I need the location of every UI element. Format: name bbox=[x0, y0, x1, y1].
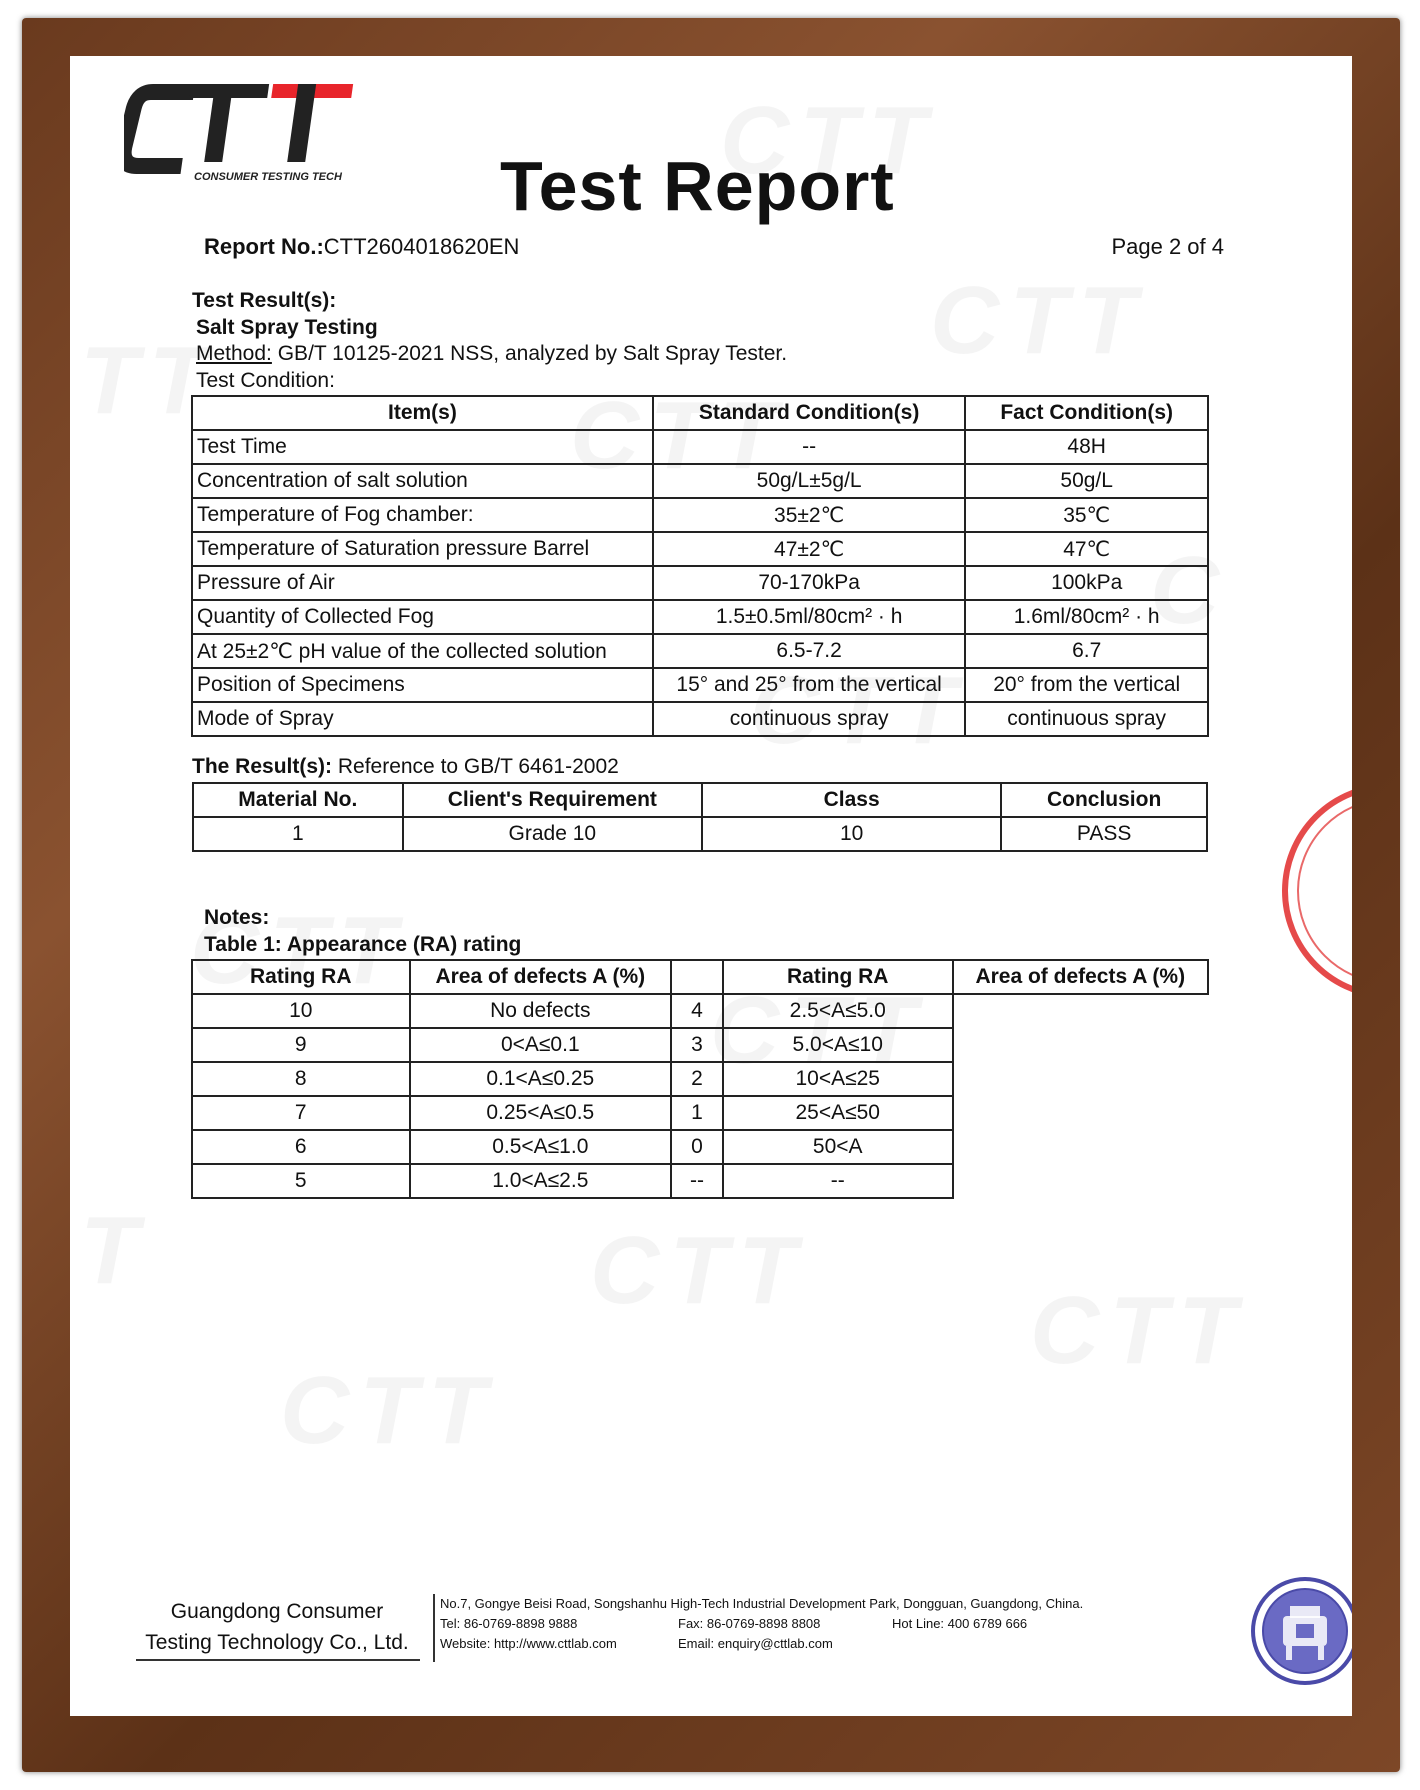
table-cell: 70-170kPa bbox=[653, 566, 965, 600]
table-cell: 3 bbox=[671, 1028, 723, 1062]
table-header: Area of defects A (%) bbox=[953, 960, 1208, 994]
table-cell: 6 bbox=[192, 1130, 410, 1164]
table-cell: Test Time bbox=[192, 430, 653, 464]
table-cell: 1.5±0.5ml/80cm² · h bbox=[653, 600, 965, 634]
table-cell: Temperature of Saturation pressure Barrel bbox=[192, 532, 653, 566]
table-row bbox=[192, 634, 1208, 668]
table-cell: Position of Specimens bbox=[192, 668, 653, 702]
table-cell: 0<A≤0.1 bbox=[410, 1028, 672, 1062]
table-cell: 20° from the vertical bbox=[965, 668, 1208, 702]
watermark bbox=[280, 1356, 497, 1466]
table-cell: 2.5<A≤5.0 bbox=[723, 994, 953, 1028]
watermark bbox=[590, 1216, 807, 1326]
table-cell: 4 bbox=[671, 994, 723, 1028]
footer-divider bbox=[136, 1659, 420, 1661]
table-cell: PASS bbox=[1001, 817, 1207, 851]
table-cell: 6.7 bbox=[965, 634, 1208, 668]
table-cell: 5 bbox=[192, 1164, 410, 1198]
company-tel: Tel: 86-0769-8898 9888 bbox=[440, 1616, 578, 1631]
table-cell: 10 bbox=[702, 817, 1001, 851]
table-cell: -- bbox=[653, 430, 965, 464]
test-condition-label: Test Condition: bbox=[196, 369, 335, 392]
table-cell: 8 bbox=[192, 1062, 410, 1096]
table-cell: At 25±2℃ pH value of the collected solution bbox=[192, 634, 653, 668]
table-cell: 35±2℃ bbox=[653, 498, 965, 532]
company-name-line2: Testing Technology Co., Ltd. bbox=[145, 1631, 409, 1654]
report-page bbox=[70, 56, 1352, 1716]
table-cell: 9 bbox=[192, 1028, 410, 1062]
table-row bbox=[192, 668, 1208, 702]
table-cell: 50g/L bbox=[965, 464, 1208, 498]
appearance-rating-table bbox=[191, 959, 1209, 1199]
report-number-label: Report No.: bbox=[204, 234, 324, 259]
table-cell: 48H bbox=[965, 430, 1208, 464]
watermark bbox=[1030, 1276, 1247, 1386]
method-line bbox=[196, 342, 787, 366]
page-indicator: Page 2 of 4 bbox=[1111, 234, 1224, 259]
table-cell: 1.0<A≤2.5 bbox=[410, 1164, 672, 1198]
table-cell: Grade 10 bbox=[403, 817, 702, 851]
table-cell: 1.6ml/80cm² · h bbox=[965, 600, 1208, 634]
table-row bbox=[192, 464, 1208, 498]
table-cell: 35℃ bbox=[965, 498, 1208, 532]
table-header: Standard Condition(s) bbox=[653, 396, 965, 430]
result-line bbox=[192, 755, 619, 779]
table-cell: 0.1<A≤0.25 bbox=[410, 1062, 672, 1096]
table-header: Conclusion bbox=[1001, 783, 1207, 817]
company-name bbox=[136, 1596, 418, 1658]
table-cell: 0 bbox=[671, 1130, 723, 1164]
table-cell: -- bbox=[671, 1164, 723, 1198]
table-cell: No defects bbox=[410, 994, 672, 1028]
test-condition-table bbox=[191, 395, 1209, 737]
table-cell: Temperature of Fog chamber: bbox=[192, 498, 653, 532]
company-hotline: Hot Line: 400 6789 666 bbox=[892, 1616, 1028, 1631]
table-row bbox=[192, 566, 1208, 600]
method-label: Method: bbox=[196, 342, 272, 365]
company-seal-icon bbox=[1250, 1576, 1352, 1686]
table-row bbox=[192, 430, 1208, 464]
table-row bbox=[192, 702, 1208, 736]
table-row bbox=[192, 1096, 1208, 1130]
table-cell: 0.25<A≤0.5 bbox=[410, 1096, 672, 1130]
table-cell: 10 bbox=[192, 994, 410, 1028]
report-number-value: CTT2604018620EN bbox=[323, 234, 520, 259]
table-header: Material No. bbox=[193, 783, 403, 817]
company-website[interactable]: Website: http://www.cttlab.com bbox=[440, 1636, 617, 1651]
inspection-stamp bbox=[1280, 776, 1352, 1006]
company-address: No.7, Gongye Beisi Road, Songshanhu High-Tech Industrial Development Park, Dongguan, Guangdong, China. bbox=[440, 1596, 1084, 1611]
table-row bbox=[193, 817, 1207, 851]
table-cell: Quantity of Collected Fog bbox=[192, 600, 653, 634]
table-cell: continuous spray bbox=[965, 702, 1208, 736]
table-header: Class bbox=[702, 783, 1001, 817]
table-header: Client's Requirement bbox=[403, 783, 702, 817]
table-cell: 2 bbox=[671, 1062, 723, 1096]
table-row bbox=[192, 600, 1208, 634]
company-contact bbox=[440, 1594, 1090, 1654]
table-cell: 1 bbox=[193, 817, 403, 851]
table-cell: 50<A bbox=[723, 1130, 953, 1164]
table-row bbox=[192, 532, 1208, 566]
appearance-table-title: Table 1: Appearance (RA) rating bbox=[204, 933, 522, 956]
method-text: GB/T 10125-2021 NSS, analyzed by Salt Spray Tester. bbox=[271, 342, 788, 365]
table-row bbox=[192, 1130, 1208, 1164]
table-cell: 5.0<A≤10 bbox=[723, 1028, 953, 1062]
table-cell: -- bbox=[723, 1164, 953, 1198]
company-email[interactable]: Email: enquiry@cttlab.com bbox=[678, 1636, 833, 1651]
logo-tagline: CONSUMER TESTING TECH bbox=[194, 171, 342, 183]
result-table bbox=[192, 782, 1208, 852]
notes-label: Notes: bbox=[204, 906, 270, 929]
test-name: Salt Spray Testing bbox=[196, 316, 378, 339]
watermark bbox=[930, 266, 1147, 376]
table-header: Item(s) bbox=[192, 396, 653, 430]
table-cell: Concentration of salt solution bbox=[192, 464, 653, 498]
table-cell: 0.5<A≤1.0 bbox=[410, 1130, 672, 1164]
table-cell: 47℃ bbox=[965, 532, 1208, 566]
footer-separator bbox=[433, 1594, 435, 1662]
table-row bbox=[192, 1062, 1208, 1096]
table-header: Fact Condition(s) bbox=[965, 396, 1208, 430]
table-cell: 10<A≤25 bbox=[723, 1062, 953, 1096]
company-fax: Fax: 86-0769-8898 8808 bbox=[678, 1616, 821, 1631]
report-number bbox=[204, 234, 519, 260]
table-cell: 25<A≤50 bbox=[723, 1096, 953, 1130]
table-header: Rating RA bbox=[192, 960, 410, 994]
table-cell: 15° and 25° from the vertical bbox=[653, 668, 965, 702]
table-cell: 100kPa bbox=[965, 566, 1208, 600]
table-header: Rating RA bbox=[723, 960, 953, 994]
table-gap bbox=[671, 960, 723, 994]
table-cell: 47±2℃ bbox=[653, 532, 965, 566]
table-cell: 6.5-7.2 bbox=[653, 634, 965, 668]
table-cell: continuous spray bbox=[653, 702, 965, 736]
company-name-line1: Guangdong Consumer bbox=[170, 1600, 384, 1623]
table-row bbox=[192, 498, 1208, 532]
table-row bbox=[192, 1028, 1208, 1062]
report-title: Test Report bbox=[500, 147, 895, 225]
table-row bbox=[192, 994, 1208, 1028]
table-cell: 1 bbox=[671, 1096, 723, 1130]
table-header: Area of defects A (%) bbox=[410, 960, 672, 994]
ctt-logo bbox=[124, 78, 354, 188]
result-reference: Reference to GB/T 6461-2002 bbox=[332, 755, 619, 778]
table-row bbox=[192, 1164, 1208, 1198]
table-cell: Pressure of Air bbox=[192, 566, 653, 600]
table-cell: 50g/L±5g/L bbox=[653, 464, 965, 498]
table-cell: Mode of Spray bbox=[192, 702, 653, 736]
result-label: The Result(s): bbox=[192, 755, 333, 778]
test-results-heading: Test Result(s): bbox=[192, 289, 337, 312]
table-cell: 7 bbox=[192, 1096, 410, 1130]
watermark bbox=[80, 1196, 149, 1306]
